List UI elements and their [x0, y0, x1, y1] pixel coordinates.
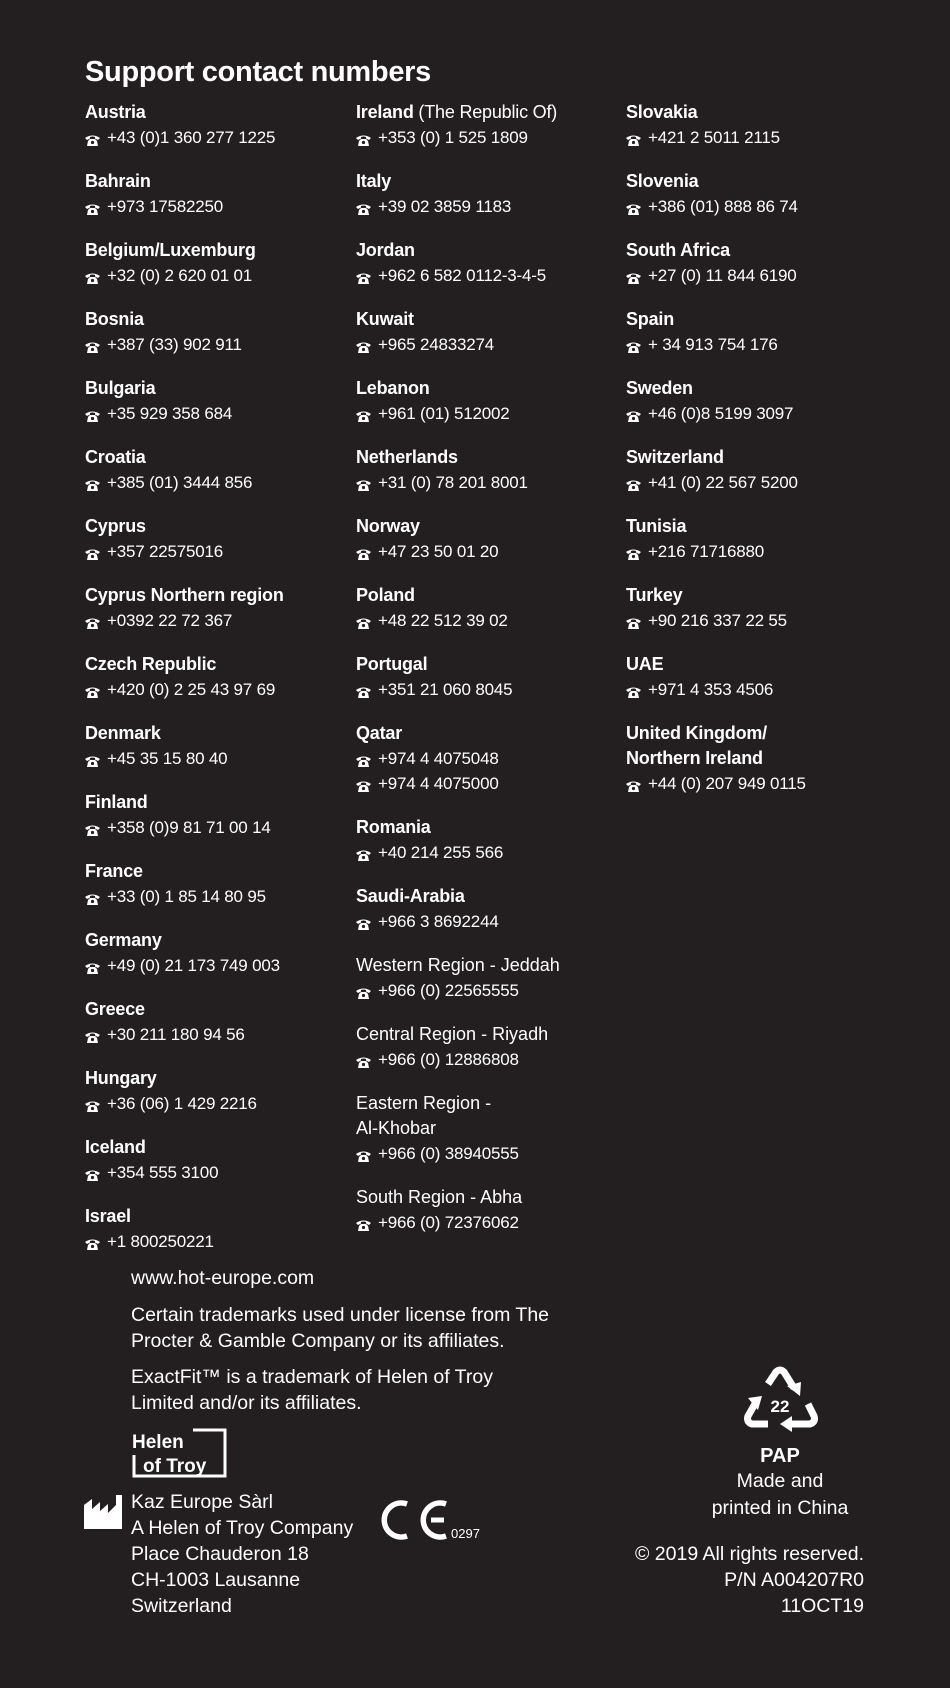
- contact-entry: [85, 1066, 350, 1116]
- telephone-icon: [85, 410, 100, 422]
- contact-entry: [356, 652, 626, 702]
- telephone-icon: [85, 617, 100, 629]
- contact-entry: [85, 514, 350, 564]
- recycling-code: PAP: [760, 1445, 800, 1467]
- telephone-icon: [356, 849, 371, 861]
- country-label: United Kingdom/ Northern Ireland: [626, 723, 767, 768]
- trademark-notice-exactfit: ExactFit™ is a trademark of Helen of Troy Limited and/or its affiliates.: [131, 1366, 493, 1414]
- made-in-line: Made and: [736, 1470, 824, 1492]
- country-qualifier: (The Republic Of): [413, 102, 558, 122]
- country-label: Greece: [85, 999, 145, 1019]
- telephone-icon: [356, 686, 371, 698]
- phone-number-text: +974 4 4075000: [378, 774, 499, 793]
- telephone-icon: [626, 686, 641, 698]
- phone-number[interactable]: [85, 608, 350, 633]
- telephone-icon: [356, 410, 371, 422]
- telephone-icon: [85, 134, 100, 146]
- made-in-line: printed in China: [711, 1497, 849, 1519]
- contact-entry: [356, 100, 626, 150]
- phone-number[interactable]: [626, 677, 891, 702]
- country-name: [356, 445, 626, 470]
- telephone-icon: [356, 987, 371, 999]
- phone-number-text: +32 (0) 2 620 01 01: [107, 266, 253, 285]
- country-name: [85, 238, 350, 263]
- phone-number-text: +966 (0) 12886808: [378, 1050, 519, 1069]
- country-name: [626, 721, 796, 771]
- phone-number[interactable]: [85, 1229, 350, 1254]
- contact-entry: [85, 997, 350, 1047]
- country-label: Cyprus Northern region: [85, 585, 284, 605]
- telephone-icon: [85, 1031, 100, 1043]
- country-label: Cyprus: [85, 516, 146, 536]
- phone-number[interactable]: [356, 125, 626, 150]
- phone-number-text: +39 02 3859 1183: [378, 197, 512, 216]
- telephone-icon: [356, 548, 371, 560]
- contact-entry: [626, 514, 891, 564]
- contact-entry: [626, 445, 891, 495]
- phone-number[interactable]: [85, 953, 350, 978]
- phone-number-text: +385 (01) 3444 856: [107, 473, 253, 492]
- region-name: Western Region - Jeddah: [356, 955, 560, 975]
- contact-entry: [626, 169, 891, 219]
- country-label: Belgium/Luxemburg: [85, 240, 256, 260]
- contact-entry: [85, 583, 350, 633]
- phone-number-text: +386 (01) 888 86 74: [648, 197, 798, 216]
- phone-number-text: +351 21 060 8045: [378, 680, 513, 699]
- country-label: Norway: [356, 516, 420, 536]
- telephone-icon: [85, 272, 100, 284]
- phone-number-text: +358 (0)9 81 71 00 14: [107, 818, 271, 837]
- logo-word-of-troy: of Troy: [143, 1456, 207, 1477]
- phone-number[interactable]: [85, 194, 350, 219]
- phone-number-text: +31 (0) 78 201 8001: [378, 473, 528, 492]
- country-name: [356, 652, 626, 677]
- phone-number-text: +47 23 50 01 20: [378, 542, 499, 561]
- country-name: [356, 100, 626, 125]
- country-name: [85, 721, 350, 746]
- country-name: [85, 169, 350, 194]
- phone-number-text: +974 4 4075048: [378, 749, 499, 768]
- telephone-icon: [356, 272, 371, 284]
- telephone-icon: [626, 617, 641, 629]
- phone-number[interactable]: [85, 746, 350, 771]
- telephone-icon: [356, 1056, 371, 1068]
- contact-entry: [85, 790, 350, 840]
- country-label: Portugal: [356, 654, 428, 674]
- country-label: Bosnia: [85, 309, 144, 329]
- country-label: Germany: [85, 930, 162, 950]
- country-name: [85, 514, 350, 539]
- country-label: Iceland: [85, 1137, 146, 1157]
- country-name: [626, 652, 891, 677]
- recycling-number: 22: [770, 1397, 790, 1416]
- phone-number[interactable]: [356, 1141, 626, 1166]
- contact-entry: [356, 953, 626, 1003]
- contact-entry: [85, 307, 350, 357]
- telephone-icon: [85, 203, 100, 215]
- country-label: Lebanon: [356, 378, 430, 398]
- phone-number-text: +966 (0) 72376062: [378, 1213, 519, 1232]
- part-number: P/N A004207R0: [724, 1569, 864, 1591]
- phone-number[interactable]: [356, 401, 626, 426]
- telephone-icon: [85, 1100, 100, 1112]
- country-name: [85, 376, 350, 401]
- contact-entry: [85, 652, 350, 702]
- phone-number-text: +354 555 3100: [107, 1163, 219, 1182]
- country-label: Israel: [85, 1206, 131, 1226]
- telephone-icon: [85, 893, 100, 905]
- country-name: [85, 1135, 350, 1160]
- country-name: [85, 1204, 350, 1229]
- phone-number[interactable]: [356, 909, 626, 934]
- phone-number[interactable]: [85, 470, 350, 495]
- phone-number-text: +973 17582250: [107, 197, 224, 216]
- country-name: [85, 583, 350, 608]
- copyright-block: [635, 1541, 864, 1619]
- contact-entry: [356, 815, 626, 865]
- country-label: Italy: [356, 171, 392, 191]
- telephone-icon: [626, 341, 641, 353]
- country-label: Ireland: [356, 102, 414, 122]
- telephone-icon: [356, 780, 371, 792]
- phone-number-text: +43 (0)1 360 277 1225: [107, 128, 276, 147]
- phone-number[interactable]: [85, 401, 350, 426]
- phone-number-text: +216 71716880: [648, 542, 765, 561]
- country-label: Finland: [85, 792, 148, 812]
- contact-entry: [85, 238, 350, 288]
- ce-notified-body-number: 0297: [451, 1526, 480, 1541]
- contact-entry: [626, 100, 891, 150]
- phone-number-text: +420 (0) 2 25 43 97 69: [107, 680, 276, 699]
- contact-entry: [626, 721, 891, 796]
- page-title: Support contact numbers: [85, 56, 431, 88]
- phone-number-text: +961 (01) 512002: [378, 404, 510, 423]
- phone-number[interactable]: [626, 608, 891, 633]
- phone-number[interactable]: [626, 332, 891, 357]
- phone-number-text: +49 (0) 21 173 749 003: [107, 956, 280, 975]
- contact-entry: [356, 376, 626, 426]
- phone-number[interactable]: [626, 470, 891, 495]
- telephone-icon: [356, 341, 371, 353]
- phone-number[interactable]: [626, 771, 891, 796]
- contact-entry: [356, 1091, 626, 1166]
- phone-number-text: +962 6 582 0112-3-4-5: [378, 266, 546, 285]
- address-line: Place Chauderon 18: [131, 1543, 309, 1565]
- phone-number-text: +1 800250221: [107, 1232, 214, 1251]
- contact-entry: [356, 1185, 626, 1235]
- phone-number-text: +27 (0) 11 844 6190: [648, 266, 797, 285]
- country-name: [356, 815, 626, 840]
- telephone-icon: [85, 1169, 100, 1181]
- phone-number-text: +90 216 337 22 55: [648, 611, 787, 630]
- phone-number[interactable]: [626, 401, 891, 426]
- phone-number-text: +966 3 8692244: [378, 912, 499, 931]
- contact-entry: [626, 376, 891, 426]
- telephone-icon: [356, 918, 371, 930]
- telephone-icon: [626, 548, 641, 560]
- phone-number[interactable]: [356, 539, 626, 564]
- address-line: A Helen of Troy Company: [131, 1517, 354, 1539]
- contact-entry: [85, 445, 350, 495]
- phone-number-text: + 34 913 754 176: [648, 335, 778, 354]
- phone-number[interactable]: [85, 1091, 350, 1116]
- country-label: Denmark: [85, 723, 161, 743]
- phone-number[interactable]: [356, 677, 626, 702]
- made-in-notice: [680, 1468, 880, 1522]
- contact-entry: [85, 928, 350, 978]
- country-label: Jordan: [356, 240, 415, 260]
- phone-number-text: +46 (0)8 5199 3097: [648, 404, 794, 423]
- country-name: [356, 514, 626, 539]
- country-label: Sweden: [626, 378, 693, 398]
- phone-number-text: +48 22 512 39 02: [378, 611, 508, 630]
- region-name: South Region - Abha: [356, 1187, 523, 1207]
- country-label: Qatar: [356, 723, 403, 743]
- telephone-icon: [85, 548, 100, 560]
- country-name: [85, 445, 350, 470]
- telephone-icon: [356, 134, 371, 146]
- contact-entry: [356, 445, 626, 495]
- country-label: Romania: [356, 817, 431, 837]
- contacts-column-1: [85, 100, 350, 1273]
- phone-number[interactable]: [356, 470, 626, 495]
- address-line: Kaz Europe Sàrl: [131, 1491, 273, 1513]
- telephone-icon: [626, 410, 641, 422]
- region-name: Eastern Region - Al-Khobar: [356, 1093, 492, 1138]
- phone-number[interactable]: [356, 746, 626, 771]
- contacts-column-3: [626, 100, 891, 815]
- country-name: [356, 583, 626, 608]
- country-label: Austria: [85, 102, 146, 122]
- telephone-icon: [356, 617, 371, 629]
- country-name: [356, 376, 626, 401]
- country-label: France: [85, 861, 143, 881]
- country-label: South Africa: [626, 240, 730, 260]
- country-name: [85, 790, 350, 815]
- ce-mark-icon: [377, 1498, 452, 1542]
- phone-number-text: +35 929 358 684: [107, 404, 233, 423]
- phone-number-text: +353 (0) 1 525 1809: [378, 128, 528, 147]
- recycle-icon: [738, 1366, 822, 1448]
- telephone-icon: [85, 341, 100, 353]
- country-name: [356, 884, 626, 909]
- telephone-icon: [85, 824, 100, 836]
- phone-number[interactable]: [356, 978, 626, 1003]
- phone-number-text: +357 22575016: [107, 542, 224, 561]
- trademark-notice-pg: Certain trademarks used under license from The Procter & Gamble Company or its affiliates.: [131, 1304, 550, 1352]
- country-label: Netherlands: [356, 447, 458, 467]
- phone-number[interactable]: [356, 840, 626, 865]
- country-label: Croatia: [85, 447, 146, 467]
- country-name: [626, 100, 891, 125]
- phone-number[interactable]: [356, 1210, 626, 1235]
- contact-entry: [85, 859, 350, 909]
- country-label: Switzerland: [626, 447, 724, 467]
- phone-number[interactable]: [85, 263, 350, 288]
- contact-entry: [85, 376, 350, 426]
- contact-entry: [626, 652, 891, 702]
- helen-of-troy-logo: [131, 1428, 227, 1478]
- country-name: [85, 307, 350, 332]
- phone-number-text: +0392 22 72 367: [107, 611, 233, 630]
- phone-number[interactable]: [356, 1047, 626, 1072]
- contact-entry: [85, 169, 350, 219]
- telephone-icon: [626, 203, 641, 215]
- phone-number-text: +44 (0) 207 949 0115: [648, 774, 806, 793]
- contact-entry: [356, 238, 626, 288]
- country-name: [356, 238, 626, 263]
- country-name: [626, 583, 891, 608]
- country-name: [85, 652, 350, 677]
- telephone-icon: [85, 962, 100, 974]
- contact-entry: [356, 884, 626, 934]
- region-name: Central Region - Riyadh: [356, 1024, 549, 1044]
- contact-entry: [356, 169, 626, 219]
- phone-number-text: +971 4 353 4506: [648, 680, 774, 699]
- telephone-icon: [356, 1150, 371, 1162]
- phone-number-text: +45 35 15 80 40: [107, 749, 228, 768]
- phone-number-text: +965 24833274: [378, 335, 495, 354]
- country-name: [626, 514, 891, 539]
- contact-entry: [356, 583, 626, 633]
- country-label: UAE: [626, 654, 664, 674]
- telephone-icon: [626, 479, 641, 491]
- phone-number[interactable]: [356, 194, 626, 219]
- telephone-icon: [356, 755, 371, 767]
- country-label: Kuwait: [356, 309, 414, 329]
- contact-entry: [85, 1204, 350, 1254]
- contact-entry: [356, 721, 626, 796]
- contacts-column-2: [356, 100, 626, 1254]
- phone-number-text: +30 211 180 94 56: [107, 1025, 245, 1044]
- contact-entry: [356, 514, 626, 564]
- phone-number[interactable]: [85, 677, 350, 702]
- phone-number[interactable]: [85, 884, 350, 909]
- country-label: Turkey: [626, 585, 683, 605]
- country-label: Saudi-Arabia: [356, 886, 465, 906]
- telephone-icon: [356, 1219, 371, 1231]
- telephone-icon: [626, 272, 641, 284]
- country-label: Bulgaria: [85, 378, 156, 398]
- country-label: Czech Republic: [85, 654, 217, 674]
- telephone-icon: [356, 203, 371, 215]
- phone-number[interactable]: [356, 608, 626, 633]
- phone-number-text: +36 (06) 1 429 2216: [107, 1094, 257, 1113]
- country-name: [356, 307, 626, 332]
- contact-entry: [626, 583, 891, 633]
- country-name: [626, 169, 891, 194]
- country-label: Spain: [626, 309, 675, 329]
- contact-entry: [356, 1022, 626, 1072]
- telephone-icon: [85, 686, 100, 698]
- phone-number[interactable]: [85, 1022, 350, 1047]
- telephone-icon: [85, 479, 100, 491]
- phone-number-text: +40 214 255 566: [378, 843, 504, 862]
- telephone-icon: [626, 780, 641, 792]
- manufacturer-address: [131, 1489, 353, 1619]
- country-name: [356, 721, 626, 746]
- phone-number[interactable]: [626, 263, 891, 288]
- country-label: Slovakia: [626, 102, 698, 122]
- telephone-icon: [85, 755, 100, 767]
- country-name: [85, 1066, 350, 1091]
- telephone-icon: [356, 479, 371, 491]
- telephone-icon: [85, 1238, 100, 1250]
- phone-number[interactable]: [356, 771, 626, 796]
- country-name: [85, 997, 350, 1022]
- phone-number[interactable]: [626, 194, 891, 219]
- contact-entry: [85, 721, 350, 771]
- phone-number[interactable]: [85, 1160, 350, 1185]
- country-name: [626, 376, 891, 401]
- contact-entry: [626, 238, 891, 288]
- phone-number-text: +387 (33) 902 911: [107, 335, 242, 354]
- website-url[interactable]: www.hot-europe.com: [131, 1267, 315, 1289]
- manufacturer-icon: [84, 1495, 122, 1529]
- contact-entry: [626, 307, 891, 357]
- phone-number-text: +966 (0) 22565555: [378, 981, 519, 1000]
- country-name: [626, 238, 891, 263]
- contact-entry: [85, 1135, 350, 1185]
- country-name: [626, 445, 891, 470]
- country-label: Hungary: [85, 1068, 157, 1088]
- country-label: Slovenia: [626, 171, 699, 191]
- phone-number-text: +41 (0) 22 567 5200: [648, 473, 798, 492]
- copyright-text: © 2019 All rights reserved.: [635, 1543, 864, 1565]
- address-line: Switzerland: [131, 1595, 232, 1617]
- country-name: [85, 859, 350, 884]
- logo-word-helen: Helen: [132, 1432, 184, 1453]
- phone-number[interactable]: [626, 125, 891, 150]
- phone-number[interactable]: [85, 332, 350, 357]
- country-label: Bahrain: [85, 171, 151, 191]
- country-label: Poland: [356, 585, 415, 605]
- phone-number-text: +421 2 5011 2115: [648, 128, 780, 147]
- phone-number[interactable]: [85, 125, 350, 150]
- country-name: [356, 169, 626, 194]
- phone-number-text: +966 (0) 38940555: [378, 1144, 519, 1163]
- phone-number[interactable]: [356, 332, 626, 357]
- phone-number[interactable]: [626, 539, 891, 564]
- phone-number[interactable]: [85, 815, 350, 840]
- address-line: CH-1003 Lausanne: [131, 1569, 301, 1591]
- country-label: Tunisia: [626, 516, 687, 536]
- country-name: [85, 100, 350, 125]
- telephone-icon: [626, 134, 641, 146]
- print-date-code: 11OCT19: [780, 1595, 864, 1617]
- country-name: [85, 928, 350, 953]
- country-name: [626, 307, 891, 332]
- contact-entry: [85, 100, 350, 150]
- phone-number[interactable]: [85, 539, 350, 564]
- phone-number[interactable]: [356, 263, 626, 288]
- contact-entry: [356, 307, 626, 357]
- phone-number-text: +33 (0) 1 85 14 80 95: [107, 887, 266, 906]
